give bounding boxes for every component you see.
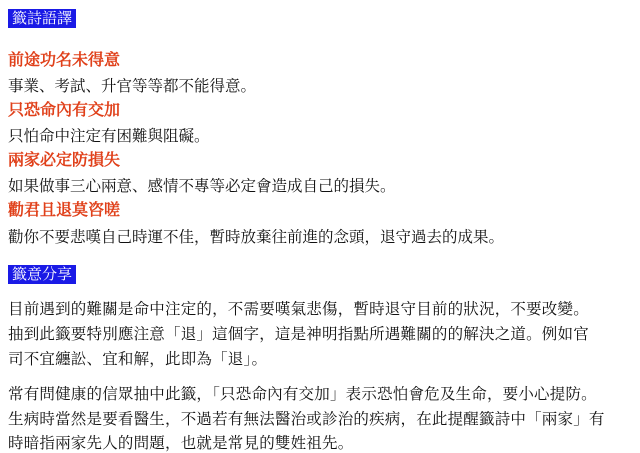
verse-meaning-4: 勸你不要悲嘆自己時運不佳，暫時放棄往前進的念頭，退守過去的成果。 <box>8 228 505 246</box>
verse-meaning-2: 只怕命中注定有困難與阻礙。 <box>8 127 210 145</box>
verse-line-2: 只恐命內有交加 <box>8 100 121 119</box>
verse-line-3: 兩家必定防損失 <box>8 150 121 169</box>
section-tag-sharing: 籤意分享 <box>8 265 76 284</box>
section-tag-translation: 籤詩語譯 <box>8 9 76 28</box>
paragraph-1-line-1: 目前遇到的難關是命中注定的，不需要嘆氣悲傷，暫時退守目前的狀況，不要改變。 <box>8 300 589 318</box>
verse-line-4: 勸君且退莫咨嗟 <box>8 200 121 219</box>
verse-meaning-3: 如果做事三心兩意、感情不專等必定會造成自己的損失。 <box>8 177 396 195</box>
verse-meaning-1: 事業、考試、升官等等都不能得意。 <box>8 77 257 95</box>
paragraph-2-line-1: 常有問健康的信眾抽中此籤，「只恐命內有交加」表示恐怕會危及生命，要小心提防。 <box>8 385 597 403</box>
paragraph-1-line-2: 抽到此籤要特別應注意「退」這個字，這是神明指點所遇難關的的解決之道。例如官 <box>8 325 589 343</box>
paragraph-1-line-3: 司不宜纏訟、宜和解，此即為「退」。 <box>8 350 268 368</box>
verse-line-1: 前途功名未得意 <box>8 50 121 69</box>
paragraph-2-line-2: 生病時當然是要看醫生，不過若有無法醫治或診治的疾病，在此提醒籤詩中「兩家」有 <box>8 410 605 428</box>
paragraph-2-line-3: 時暗指兩家先人的問題，也就是常見的雙姓祖先。 <box>8 434 354 452</box>
